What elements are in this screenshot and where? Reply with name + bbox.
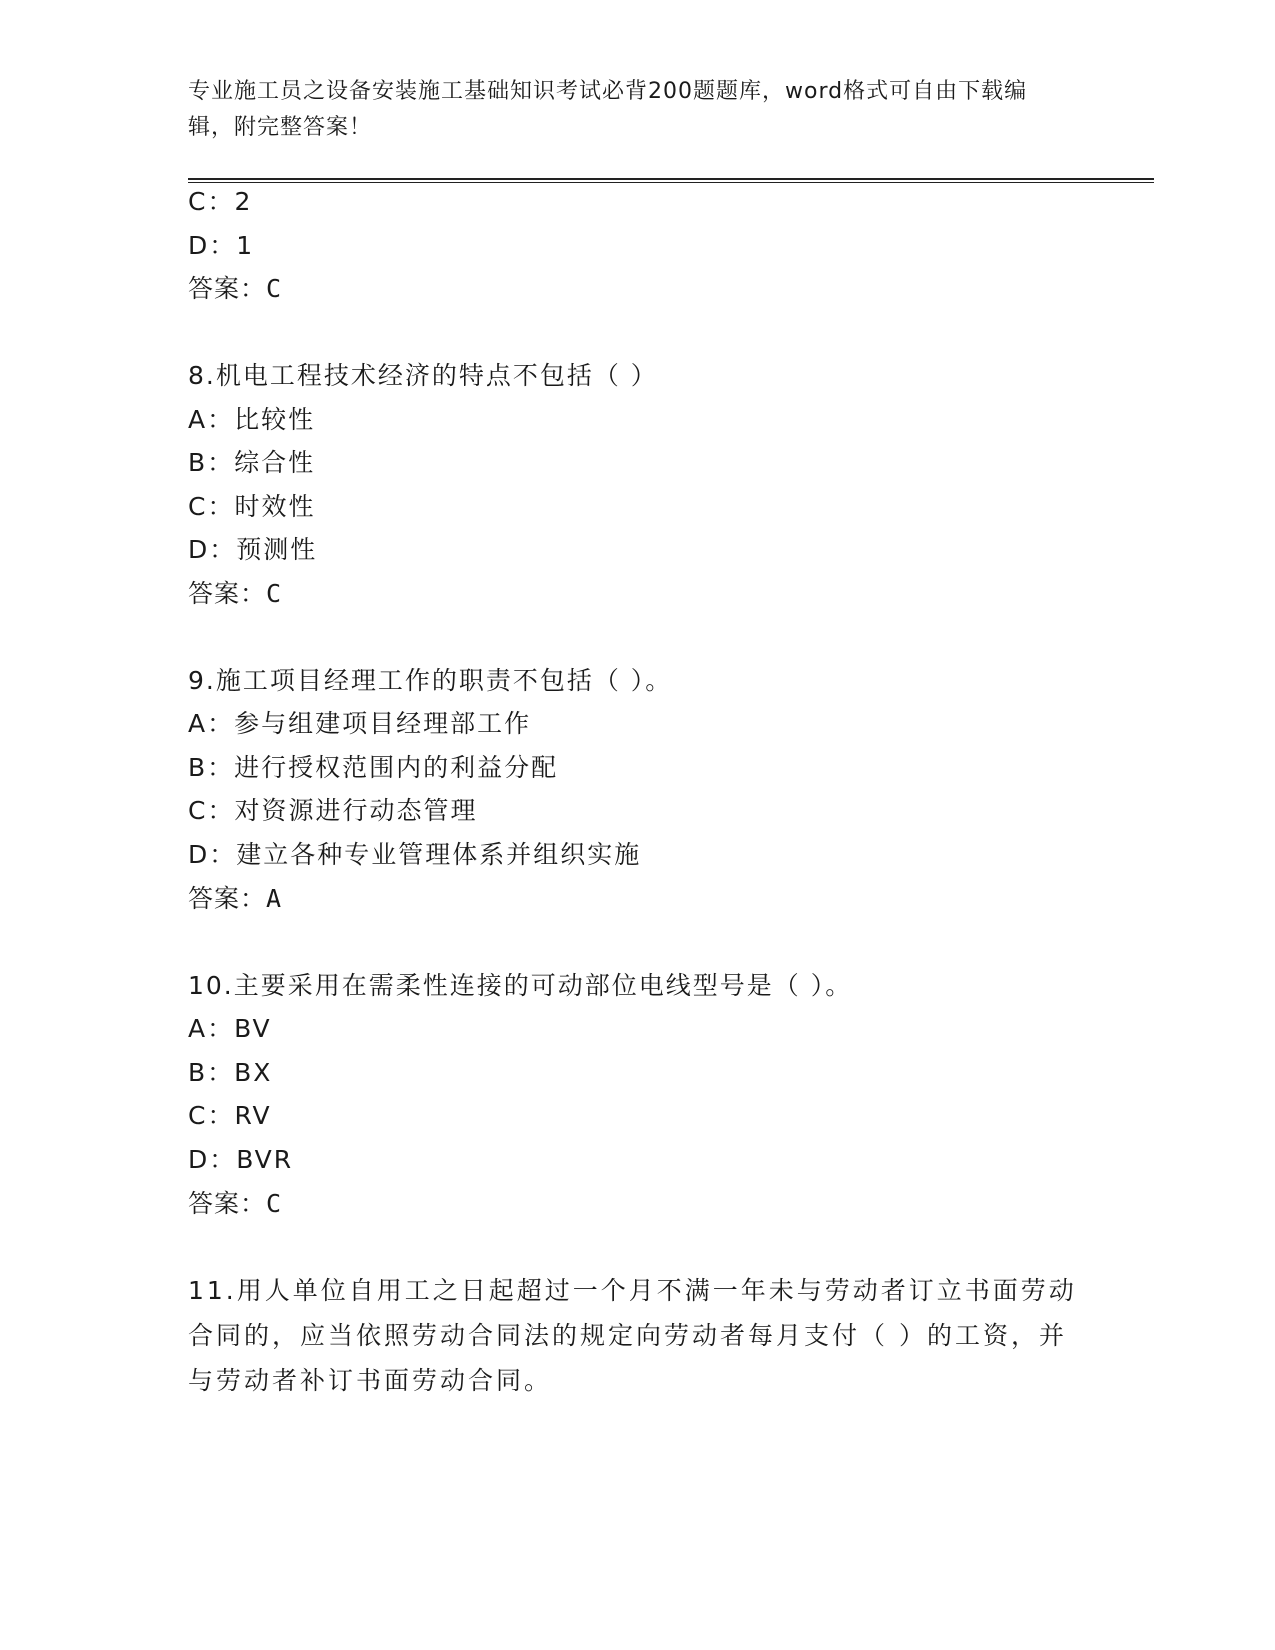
q11-question: 11.用人单位自用工之日起超过一个月不满一年未与劳动者订立书面劳动合同的，应当依照劳动合同法的规定向劳动者每月支付（ ）的工资，并与劳动者补订书面劳动合同。 <box>188 1276 1077 1395</box>
q10-option-a: A：BV <box>188 1014 272 1043</box>
q10-option-c: C：RV <box>188 1101 272 1130</box>
answer-label: 答案： <box>188 884 267 913</box>
answer-label: 答案： <box>188 579 267 608</box>
q8-option-c: C：时效性 <box>188 492 316 521</box>
document-header: 专业施工员之设备安装施工基础知识考试必背200题题库，word格式可自由下载编辑，附完整答案！ <box>188 79 1028 140</box>
q7-answer <box>188 273 282 305</box>
q9-option-b: B：进行授权范围内的利益分配 <box>188 753 559 782</box>
answer-label: 答案： <box>188 274 267 303</box>
q8-option-b: B：综合性 <box>188 448 316 477</box>
q9-answer <box>188 883 282 915</box>
q8-answer <box>188 578 282 610</box>
q10-option-d: D：BVR <box>188 1145 294 1174</box>
answer-value: C <box>266 274 283 303</box>
q9-option-a: A：参与组建项目经理部工作 <box>188 709 532 738</box>
answer-label: 答案： <box>188 1189 267 1218</box>
answer-value: C <box>266 1189 283 1218</box>
q8-option-a: A：比较性 <box>188 405 316 434</box>
header-divider <box>188 178 1154 183</box>
q9-option-d: D：建立各种专业管理体系并组织实施 <box>188 840 642 869</box>
answer-value: A <box>266 884 283 913</box>
q7-option-d: D：1 <box>188 231 255 260</box>
q10-answer <box>188 1188 282 1220</box>
q9-question: 9.施工项目经理工作的职责不包括（ ）。 <box>188 666 673 695</box>
q8-option-d: D：预测性 <box>188 535 318 564</box>
q9-option-c: C：对资源进行动态管理 <box>188 796 478 825</box>
q7-option-c: C：2 <box>188 187 253 216</box>
q8-question: 8.机电工程技术经济的特点不包括（ ） <box>188 361 658 390</box>
answer-value: C <box>266 579 283 608</box>
q10-question: 10.主要采用在需柔性连接的可动部位电线型号是（ ）。 <box>188 971 853 1000</box>
q10-option-b: B：BX <box>188 1058 273 1087</box>
